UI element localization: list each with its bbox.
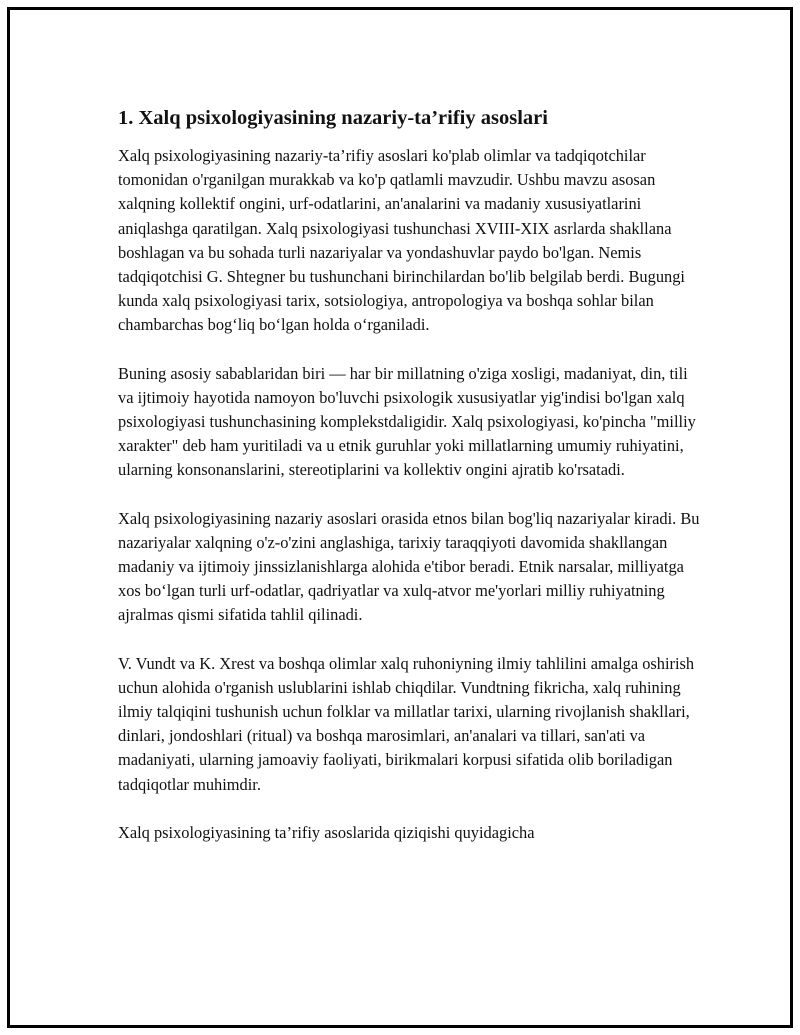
page-frame — [7, 7, 793, 1028]
document-body — [118, 106, 702, 869]
section-heading: 1. Xalq psixologiyasining nazariy-ta’rifiy asoslari — [118, 107, 548, 129]
paragraph-3: Xalq psixologiyasining nazariy asoslari orasida etnos bilan bog'liq nazariyalar kiradi. Bu nazariyalar xalqning o'z-o'zini anglashiga, tarixiy taraqqiyoti davomida shakllangan madaniy va ijtimoiy jinssizlanishlarga alohida e'tibor beradi. Etnik narsalar, milliyatga xos bo‘lgan turli urf-odatlar, qadriyatlar va xulq-atvor me'yorlari milliy ruhiyatning ajralmas qismi sifatida tahlil qilinadi. — [118, 508, 700, 625]
paragraph-1: Xalq psixologiyasining nazariy-ta’rifiy asoslari ko'plab olimlar va tadqiqotchilar tomonidan o'rganilgan murakkab va ko'p qatlamli mavzudir. Ushbu mavzu asosan xalqning kollektif ongini, urf-odatlarini, an'analarini va madaniy xususiyatlarini aniqlashga qaratilgan. Xalq psixologiyasi tushunchasi XVIII-XIX asrlarda shakllana boshlagan va bu sohada turli nazariyalar va yondashuvlar paydo bo'lgan. Nemis tadqiqotchisi G. Shtegner bu tushunchani birinchilardan bo'lib belgilab berdi. Bugungi kunda xalq psixologiyasi tarix, sotsiologiya, antropologiya va boshqa sohlar bilan chambarchas bog‘liq bo‘lgan holda o‘rganiladi. — [118, 146, 685, 335]
paragraph-5: Xalq psixologiyasining ta’rifiy asoslarida qiziqishi quyidagicha — [118, 822, 535, 842]
paragraph-4: V. Vundt va K. Xrest va boshqa olimlar xalq ruhoniyning ilmiy tahlilini amalga oshirish uchun alohida o'rganish uslublarini ishlab chiqdilar. Vundtning fikricha, xalq ruhining ilmiy talqiqini tushunish uchun folklar va millatlar tarixi, ularning rivojlanish shakllari, dinlari, jondoshlari (ritual) va boshqa marosimlari, an'analari va tillari, san'ati va madaniyati, ularning jamoaviy faoliyati, birikmalari korpusi sifatida olib boriladigan tadqiqotlar muhimdir. — [118, 653, 695, 794]
paragraph-2: Buning asosiy sabablaridan biri — har bir millatning o'ziga xosligi, madaniyat, din, tili va ijtimoiy hayotida namoyon bo'luvchi psixologik xususiyatlar yig'indisi bo'lgan xalq psixologiyasi tushunchasining komplekstdaligidir. Xalq psixologiyasi, ko'pincha "milliy xarakter" deb ham yuritiladi va u etnik guruhlar yoki millatlarning umumiy ruhiyatini, ularning konsonanslarini, stereotiplarini va kollektiv ongini ajratib ko'rsatadi. — [118, 363, 696, 480]
